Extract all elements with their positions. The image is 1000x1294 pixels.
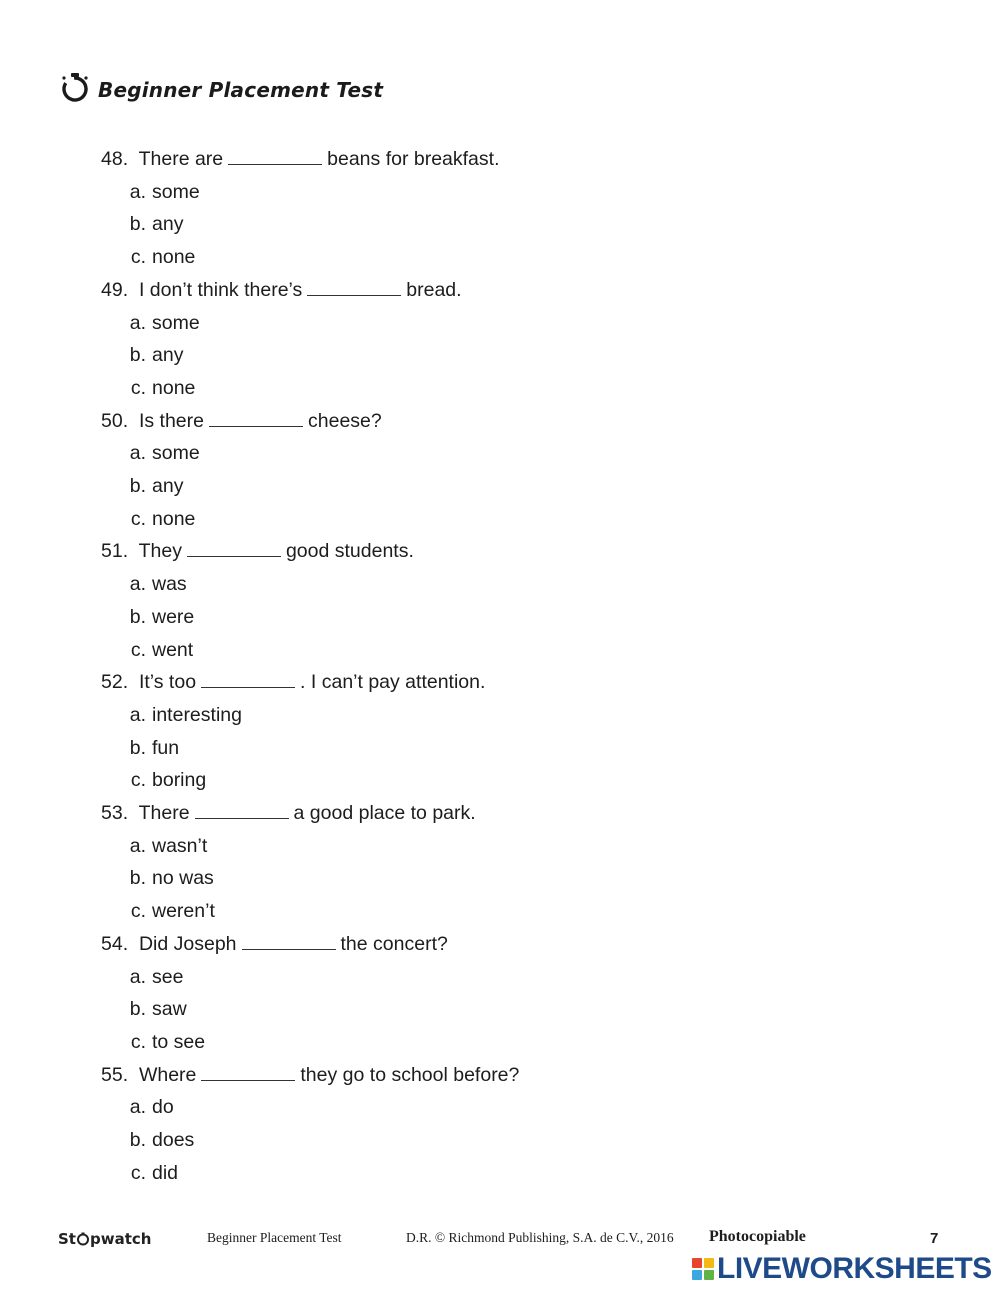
answer-option[interactable] bbox=[124, 1162, 178, 1185]
answer-blank[interactable] bbox=[195, 817, 289, 819]
option-letter: c. bbox=[130, 1161, 146, 1184]
option-text: went bbox=[152, 638, 194, 661]
option-text: to see bbox=[152, 1030, 206, 1053]
option-text: wasn’t bbox=[152, 834, 208, 857]
answer-option[interactable] bbox=[124, 1096, 174, 1119]
answer-blank[interactable] bbox=[209, 425, 303, 427]
question-text-before: I don’t think there’s bbox=[138, 278, 303, 301]
option-letter: c. bbox=[130, 900, 146, 923]
page-title: Beginner Placement Test bbox=[98, 77, 384, 102]
question-number: 53. bbox=[101, 802, 129, 824]
answer-option[interactable] bbox=[124, 344, 183, 367]
question-4 bbox=[101, 540, 414, 563]
question-text-after: good students. bbox=[285, 540, 414, 563]
option-text: see bbox=[152, 965, 184, 988]
option-text: saw bbox=[152, 998, 187, 1021]
answer-option[interactable] bbox=[124, 998, 187, 1021]
option-letter: a. bbox=[129, 311, 146, 334]
question-text-before: They bbox=[138, 540, 182, 563]
question-text-before: There are bbox=[138, 148, 224, 170]
answer-option[interactable] bbox=[124, 573, 187, 596]
stopwatch-logo-icon bbox=[76, 1232, 90, 1246]
answer-option[interactable] bbox=[124, 900, 215, 923]
question-3 bbox=[101, 410, 382, 433]
question-text-after: cheese? bbox=[308, 409, 382, 432]
liveworksheets-watermark bbox=[692, 1252, 992, 1286]
logo-text-start: St bbox=[58, 1230, 76, 1248]
question-number: 48. bbox=[101, 148, 129, 170]
answer-option[interactable] bbox=[124, 867, 214, 890]
option-letter: a. bbox=[129, 180, 146, 203]
page-number: 7 bbox=[930, 1230, 939, 1247]
option-letter: b. bbox=[129, 213, 146, 236]
answer-option[interactable] bbox=[124, 966, 183, 989]
option-letter: a. bbox=[129, 573, 146, 596]
option-letter: a. bbox=[129, 1096, 146, 1119]
option-letter: b. bbox=[129, 475, 146, 497]
answer-option[interactable] bbox=[124, 181, 200, 204]
answer-option[interactable] bbox=[124, 1031, 205, 1054]
question-number: 51. bbox=[101, 540, 129, 563]
option-text: was bbox=[152, 573, 187, 596]
option-text: some bbox=[152, 442, 200, 465]
answer-blank[interactable] bbox=[187, 555, 281, 557]
option-letter: b. bbox=[129, 998, 146, 1021]
stopwatch-icon bbox=[58, 70, 92, 109]
option-letter: c. bbox=[130, 376, 146, 399]
answer-option[interactable] bbox=[124, 737, 179, 760]
question-2 bbox=[101, 279, 462, 302]
option-letter: c. bbox=[130, 638, 146, 661]
question-6 bbox=[101, 802, 476, 825]
question-text-after: . I can’t pay attention. bbox=[300, 671, 486, 694]
option-letter: a. bbox=[129, 965, 146, 988]
option-text: interesting bbox=[152, 703, 242, 726]
footer-test-name: Beginner Placement Test bbox=[207, 1230, 342, 1245]
question-text-before: Where bbox=[138, 1063, 197, 1086]
option-text: were bbox=[152, 605, 195, 628]
answer-option[interactable] bbox=[124, 769, 206, 792]
question-text-after: beans for breakfast. bbox=[327, 148, 500, 170]
question-text-before: Is there bbox=[138, 409, 204, 432]
option-text: some bbox=[152, 180, 200, 203]
answer-blank[interactable] bbox=[307, 294, 401, 296]
answer-option[interactable] bbox=[124, 1129, 194, 1152]
answer-option[interactable] bbox=[124, 213, 183, 236]
option-text: none bbox=[152, 376, 196, 399]
option-letter: c. bbox=[130, 507, 146, 530]
answer-option[interactable] bbox=[124, 475, 183, 498]
lw-block-4 bbox=[704, 1270, 714, 1280]
option-text: any bbox=[152, 344, 184, 367]
option-letter: a. bbox=[129, 442, 146, 465]
question-text-before: Did Joseph bbox=[138, 932, 237, 955]
question-number: 54. bbox=[101, 932, 129, 955]
option-letter: c. bbox=[130, 769, 146, 792]
option-text: any bbox=[152, 213, 184, 236]
lw-block-1 bbox=[692, 1258, 702, 1268]
option-text: fun bbox=[152, 736, 180, 759]
option-text: did bbox=[152, 1161, 179, 1184]
option-text: weren’t bbox=[152, 900, 215, 923]
question-5 bbox=[101, 671, 485, 694]
footer-copyright: D.R. © Richmond Publishing, S.A. de C.V., 2016 bbox=[406, 1230, 674, 1245]
question-text-before: It’s too bbox=[138, 671, 197, 694]
logo-text-end: pwatch bbox=[89, 1230, 152, 1248]
option-letter: b. bbox=[129, 344, 146, 367]
option-text: boring bbox=[152, 769, 207, 792]
answer-blank[interactable] bbox=[228, 163, 322, 165]
option-letter: b. bbox=[129, 1129, 146, 1151]
question-text-after: bread. bbox=[406, 278, 462, 301]
option-letter: a. bbox=[129, 703, 146, 726]
option-text: do bbox=[152, 1096, 174, 1119]
answer-blank[interactable] bbox=[201, 686, 295, 688]
lw-block-2 bbox=[704, 1258, 714, 1268]
option-letter: a. bbox=[129, 834, 146, 857]
option-letter: c. bbox=[130, 1030, 146, 1053]
question-1 bbox=[101, 148, 500, 171]
footer-photocopiable: Photocopiable bbox=[709, 1228, 806, 1245]
option-letter: b. bbox=[129, 867, 146, 890]
option-letter: b. bbox=[129, 736, 146, 759]
option-letter: b. bbox=[129, 605, 146, 628]
liveworksheets-text: LIVEWORKSHEETS bbox=[717, 1252, 992, 1285]
answer-option[interactable] bbox=[124, 246, 195, 269]
question-number: 55. bbox=[101, 1063, 129, 1086]
page-header bbox=[58, 70, 383, 109]
option-text: none bbox=[152, 246, 196, 269]
answer-option[interactable] bbox=[124, 835, 207, 858]
stopwatch-logo bbox=[58, 1230, 151, 1248]
question-7 bbox=[101, 933, 448, 956]
answer-blank[interactable] bbox=[242, 948, 336, 950]
lw-block-3 bbox=[692, 1270, 702, 1280]
liveworksheets-blocks-icon bbox=[692, 1258, 714, 1280]
option-text: does bbox=[152, 1129, 195, 1151]
option-text: some bbox=[152, 311, 200, 334]
option-text: none bbox=[152, 507, 196, 530]
answer-option[interactable] bbox=[124, 442, 200, 465]
question-text-after: a good place to park. bbox=[293, 802, 476, 824]
question-8 bbox=[101, 1064, 519, 1087]
question-number: 50. bbox=[101, 409, 129, 432]
answer-option[interactable] bbox=[124, 704, 242, 727]
question-number: 49. bbox=[101, 278, 129, 301]
question-text-after: the concert? bbox=[340, 932, 448, 955]
question-number: 52. bbox=[101, 671, 129, 694]
question-text-after: they go to school before? bbox=[300, 1063, 520, 1086]
answer-option[interactable] bbox=[124, 377, 195, 400]
answer-option[interactable] bbox=[124, 508, 195, 531]
answer-option[interactable] bbox=[124, 606, 194, 629]
option-text: any bbox=[152, 475, 184, 497]
question-text-before: There bbox=[138, 802, 190, 824]
answer-blank[interactable] bbox=[201, 1079, 295, 1081]
answer-option[interactable] bbox=[124, 639, 193, 662]
option-letter: c. bbox=[130, 246, 146, 269]
option-text: no was bbox=[152, 867, 214, 890]
answer-option[interactable] bbox=[124, 312, 200, 335]
